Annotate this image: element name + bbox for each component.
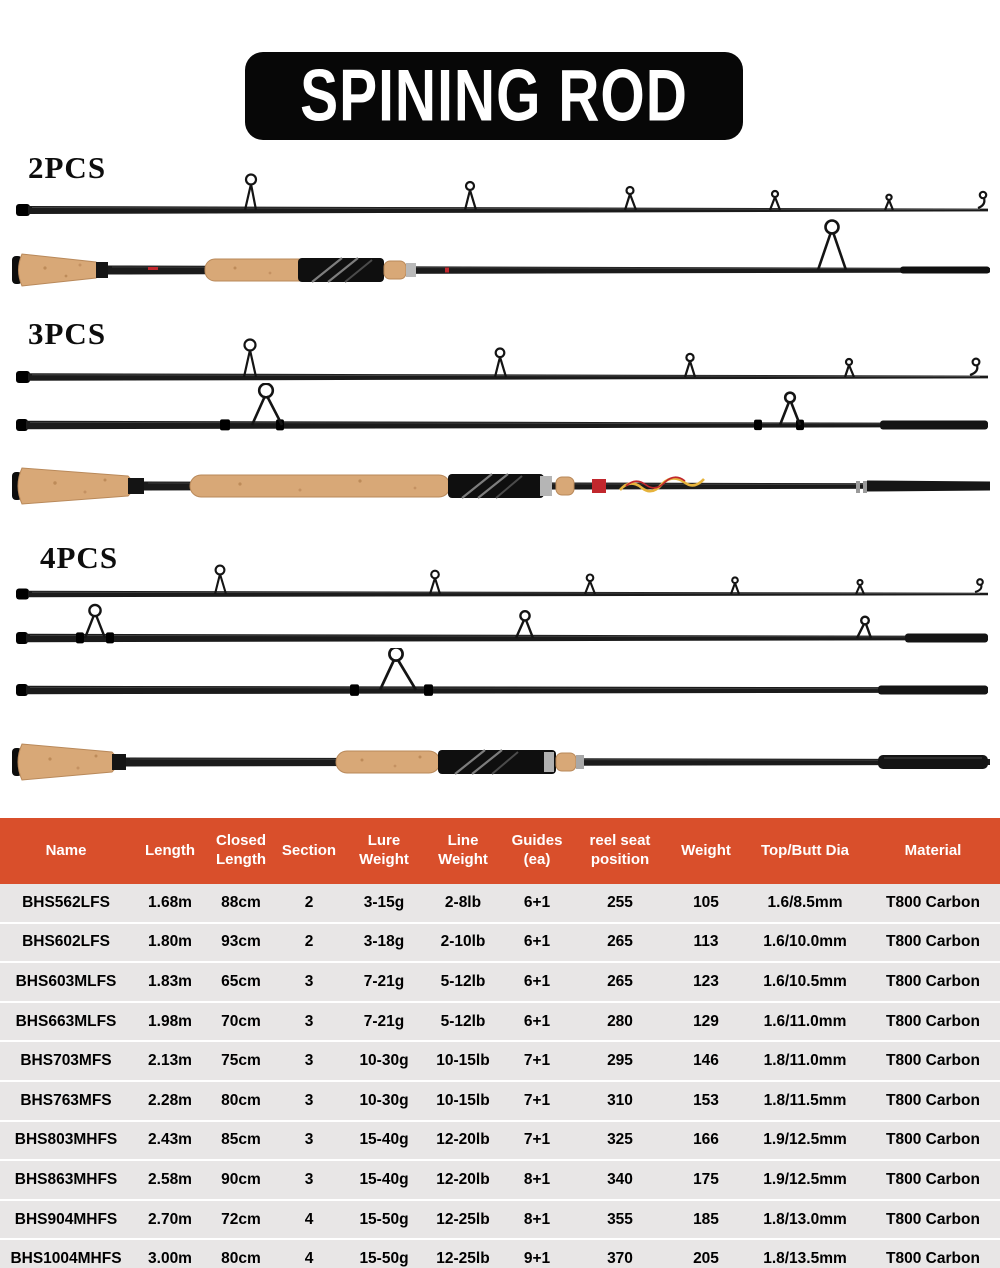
rod-2pcs-handle-illustration (0, 218, 1000, 308)
table-cell: T800 Carbon (866, 1002, 1000, 1042)
table-cell: 265 (572, 962, 668, 1002)
table-cell: BHS863MHFS (0, 1160, 132, 1200)
table-cell: 80cm (208, 1081, 274, 1121)
table-cell: 280 (572, 1002, 668, 1042)
reel-seat (448, 474, 552, 498)
table-cell: 166 (668, 1121, 744, 1161)
table-cell: 8+1 (502, 1160, 572, 1200)
table-cell: 2.13m (132, 1041, 208, 1081)
col-header-line-weight: Line Weight (424, 818, 502, 884)
table-cell: 15-40g (344, 1121, 424, 1161)
table-cell: 3 (274, 1041, 344, 1081)
table-header-row (0, 818, 1000, 884)
table-cell: 3 (274, 1081, 344, 1121)
table-cell: 10-15lb (424, 1041, 502, 1081)
table-cell: 325 (572, 1121, 668, 1161)
table-cell: 12-25lb (424, 1200, 502, 1240)
rod-4pcs-handle-illustration (0, 722, 1000, 798)
table-row (0, 1002, 1000, 1042)
table-cell: 2.58m (132, 1160, 208, 1200)
table-cell: 370 (572, 1239, 668, 1268)
table-cell: 205 (668, 1239, 744, 1268)
table-cell: 1.9/12.5mm (744, 1121, 866, 1161)
cork-ring (556, 753, 576, 771)
reel-seat (298, 258, 384, 282)
table-row (0, 1200, 1000, 1240)
table-cell: BHS602LFS (0, 923, 132, 963)
table-cell: BHS562LFS (0, 884, 132, 923)
col-header-guides: Guides (ea) (502, 818, 572, 884)
col-header-material: Material (866, 818, 1000, 884)
table-row (0, 1081, 1000, 1121)
table-cell: 3 (274, 1121, 344, 1161)
table-cell: 1.8/11.5mm (744, 1081, 866, 1121)
col-header-reel-seat-position: reel seat position (572, 818, 668, 884)
rod-butt-cap (16, 204, 30, 216)
col-header-weight: Weight (668, 818, 744, 884)
table-cell: BHS603MLFS (0, 962, 132, 1002)
table-cell: 3 (274, 1002, 344, 1042)
table-cell: 65cm (208, 962, 274, 1002)
table-cell: BHS1004MHFS (0, 1239, 132, 1268)
rod-3pcs-tip-illustration (0, 332, 1000, 387)
table-cell: 1.6/10.0mm (744, 923, 866, 963)
table-row (0, 1239, 1000, 1268)
table-cell: 4 (274, 1200, 344, 1240)
silver-collar (406, 263, 416, 277)
table-cell: 295 (572, 1041, 668, 1081)
table-cell: 3.00m (132, 1239, 208, 1268)
line-guide-icon (244, 340, 979, 378)
title-banner (245, 52, 743, 140)
table-cell: 175 (668, 1160, 744, 1200)
table-cell: 80cm (208, 1239, 274, 1268)
cork-ring (556, 477, 574, 495)
brand-red-mark (148, 267, 158, 270)
table-row (0, 962, 1000, 1002)
table-cell: T800 Carbon (866, 1239, 1000, 1268)
col-header-length: Length (132, 818, 208, 884)
table-cell: 15-40g (344, 1160, 424, 1200)
cork-ring (384, 261, 406, 279)
line-guide-icon (380, 648, 416, 690)
rod-2pcs-tip-illustration (0, 162, 1000, 222)
table-cell: 2-10lb (424, 923, 502, 963)
table-cell: 1.6/8.5mm (744, 884, 866, 923)
table-row (0, 923, 1000, 963)
table-cell: T800 Carbon (866, 962, 1000, 1002)
table-cell: 10-15lb (424, 1081, 502, 1121)
col-header-top-butt-dia: Top/Butt Dia (744, 818, 866, 884)
rod-4pcs-tip-illustration (0, 556, 1000, 604)
table-cell: 12-20lb (424, 1121, 502, 1161)
table-cell: 7+1 (502, 1081, 572, 1121)
col-header-name: Name (0, 818, 132, 884)
table-cell: 146 (668, 1041, 744, 1081)
table-cell: 2.28m (132, 1081, 208, 1121)
table-cell: 6+1 (502, 962, 572, 1002)
table-cell: T800 Carbon (866, 1081, 1000, 1121)
table-cell: 5-12lb (424, 1002, 502, 1042)
line-guide-icon (245, 175, 986, 211)
table-cell: 85cm (208, 1121, 274, 1161)
table-cell: 3 (274, 1160, 344, 1200)
table-cell: 1.8/13.0mm (744, 1200, 866, 1240)
line-guide-icon (85, 605, 871, 638)
table-cell: 15-50g (344, 1239, 424, 1268)
cork-butt-grip (19, 254, 101, 286)
table-cell: 1.9/12.5mm (744, 1160, 866, 1200)
reel-seat (438, 750, 556, 774)
col-header-closed-length: Closed Length (208, 818, 274, 884)
table-cell: 7+1 (502, 1041, 572, 1081)
table-cell: 12-25lb (424, 1239, 502, 1268)
rod-4pcs-third-illustration (0, 648, 1000, 708)
silver-collar (576, 755, 584, 769)
spec-table-body (0, 884, 1000, 1268)
table-cell: 6+1 (502, 884, 572, 923)
table-cell: 7-21g (344, 1002, 424, 1042)
line-guide-icon (252, 384, 800, 425)
table-cell: 15-50g (344, 1200, 424, 1240)
table-cell: 3-15g (344, 884, 424, 923)
table-cell: 5-12lb (424, 962, 502, 1002)
table-cell: 310 (572, 1081, 668, 1121)
table-cell: 93cm (208, 923, 274, 963)
table-cell: T800 Carbon (866, 1160, 1000, 1200)
table-cell: 340 (572, 1160, 668, 1200)
spec-table-area (0, 818, 1000, 1268)
table-cell: 7-21g (344, 962, 424, 1002)
table-cell: 1.83m (132, 962, 208, 1002)
rear-grip (878, 755, 988, 769)
section-label-3pcs: 3PCS (28, 316, 107, 351)
table-cell: 1.68m (132, 884, 208, 923)
table-cell: 6+1 (502, 923, 572, 963)
table-cell: 1.6/11.0mm (744, 1002, 866, 1042)
spec-table (0, 818, 1000, 1268)
col-header-lure-weight: Lure Weight (344, 818, 424, 884)
table-cell: 265 (572, 923, 668, 963)
cork-foregrip (336, 751, 440, 773)
table-cell: 1.80m (132, 923, 208, 963)
table-row (0, 1121, 1000, 1161)
cork-butt-grip (18, 744, 117, 780)
table-cell: 75cm (208, 1041, 274, 1081)
table-cell: 6+1 (502, 1002, 572, 1042)
table-row (0, 1041, 1000, 1081)
table-cell: 129 (668, 1002, 744, 1042)
table-cell: 4 (274, 1239, 344, 1268)
table-cell: 2.70m (132, 1200, 208, 1240)
table-cell: T800 Carbon (866, 1200, 1000, 1240)
table-cell: BHS904MHFS (0, 1200, 132, 1240)
cork-foregrip (190, 475, 450, 497)
table-cell: 90cm (208, 1160, 274, 1200)
table-cell: 1.8/11.0mm (744, 1041, 866, 1081)
table-cell: T800 Carbon (866, 923, 1000, 963)
table-cell: 105 (668, 884, 744, 923)
table-cell: 355 (572, 1200, 668, 1240)
table-cell: 10-30g (344, 1081, 424, 1121)
table-cell: BHS763MFS (0, 1081, 132, 1121)
table-cell: 88cm (208, 884, 274, 923)
page-title: SPINING ROD (300, 55, 688, 137)
table-row (0, 1160, 1000, 1200)
table-cell: 2 (274, 923, 344, 963)
table-cell: 7+1 (502, 1121, 572, 1161)
table-cell: 255 (572, 884, 668, 923)
table-cell: 113 (668, 923, 744, 963)
cork-butt-grip (18, 468, 133, 504)
table-cell: 1.98m (132, 1002, 208, 1042)
rod-3pcs-handle-illustration (0, 450, 1000, 516)
section-label-2pcs: 2PCS (28, 150, 107, 185)
table-row (0, 884, 1000, 923)
table-cell: 3 (274, 962, 344, 1002)
table-cell: 72cm (208, 1200, 274, 1240)
rod-3pcs-mid-illustration (0, 383, 1000, 445)
table-cell: 2 (274, 884, 344, 923)
table-cell: 9+1 (502, 1239, 572, 1268)
table-cell: BHS703MFS (0, 1041, 132, 1081)
line-guide-icon (818, 221, 846, 271)
table-cell: 1.8/13.5mm (744, 1239, 866, 1268)
table-cell: 2-8lb (424, 884, 502, 923)
table-cell: BHS803MHFS (0, 1121, 132, 1161)
table-cell: 2.43m (132, 1121, 208, 1161)
table-cell: 1.6/10.5mm (744, 962, 866, 1002)
table-cell: 8+1 (502, 1200, 572, 1240)
col-header-section: Section (274, 818, 344, 884)
table-cell: 10-30g (344, 1041, 424, 1081)
table-cell: 123 (668, 962, 744, 1002)
table-cell: 153 (668, 1081, 744, 1121)
table-cell: T800 Carbon (866, 1041, 1000, 1081)
table-cell: 70cm (208, 1002, 274, 1042)
table-cell: 185 (668, 1200, 744, 1240)
line-guide-icon (215, 566, 983, 594)
table-cell: 3-18g (344, 923, 424, 963)
table-cell: T800 Carbon (866, 884, 1000, 923)
table-cell: T800 Carbon (866, 1121, 1000, 1161)
table-cell: BHS663MLFS (0, 1002, 132, 1042)
table-cell: 12-20lb (424, 1160, 502, 1200)
section-label-4pcs: 4PCS (40, 540, 119, 575)
